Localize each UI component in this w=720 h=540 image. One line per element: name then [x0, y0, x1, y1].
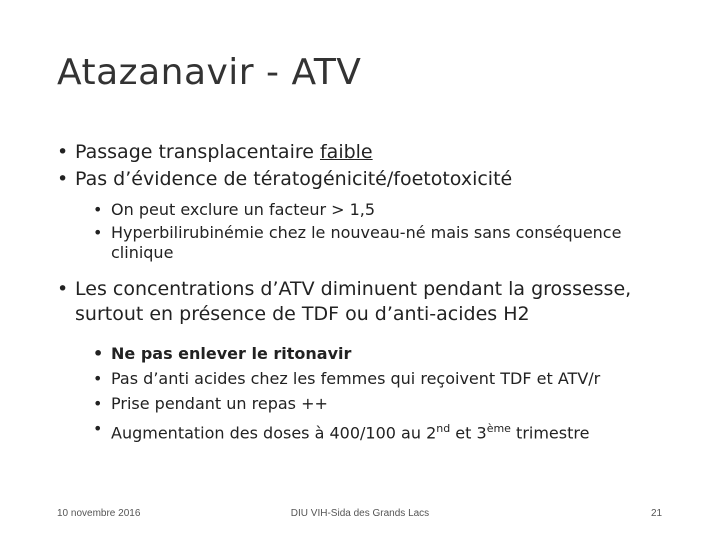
- bullet-concentrations: • Les concentrations d’ATV diminuent pendant la grossesse, surtout en présence de TDF ou d’anti-acides H2: [55, 277, 675, 327]
- slide-content: [55, 140, 675, 445]
- slide-title: Atazanavir - ATV: [57, 52, 362, 93]
- dose-sup-nd: nd: [436, 422, 451, 435]
- dose-text-c: trimestre: [510, 423, 590, 443]
- sub-bullet-ritonavir: • Ne pas enlever le ritonavir: [91, 341, 675, 366]
- bullet-passage-text: Passage transplacentaire: [75, 141, 320, 163]
- bullet-evidence: • Pas d’évidence de tératogénicité/foetotoxicité: [55, 167, 675, 192]
- sub-bullet-factor: • On peut exclure un facteur > 1,5: [91, 200, 675, 220]
- footer-date: 10 novembre 2016: [57, 508, 141, 519]
- sublist-evidence: [91, 200, 675, 263]
- sub-bullet-meal: • Prise pendant un repas ++: [91, 391, 675, 416]
- dose-sup-eme: ème: [486, 422, 511, 435]
- dose-text-b: et 3: [450, 423, 487, 443]
- footer-center: DIU VIH-Sida des Grands Lacs: [290, 508, 430, 519]
- dose-text-a: Augmentation des doses à 400/100 au 2: [111, 423, 437, 443]
- footer-page-number: 21: [651, 508, 663, 519]
- sub-bullet-dose: [91, 416, 675, 445]
- bullet-passage-underlined: faible: [319, 141, 373, 163]
- sub-bullet-hyperbilirubinemia: • Hyperbilirubinémie chez le nouveau-né mais sans conséquence clinique: [91, 223, 675, 263]
- sublist-concentrations: [91, 341, 675, 445]
- sub-bullet-antacids: • Pas d’anti acides chez les femmes qui reçoivent TDF et ATV/r: [91, 366, 675, 391]
- bullet-passage: [55, 140, 675, 165]
